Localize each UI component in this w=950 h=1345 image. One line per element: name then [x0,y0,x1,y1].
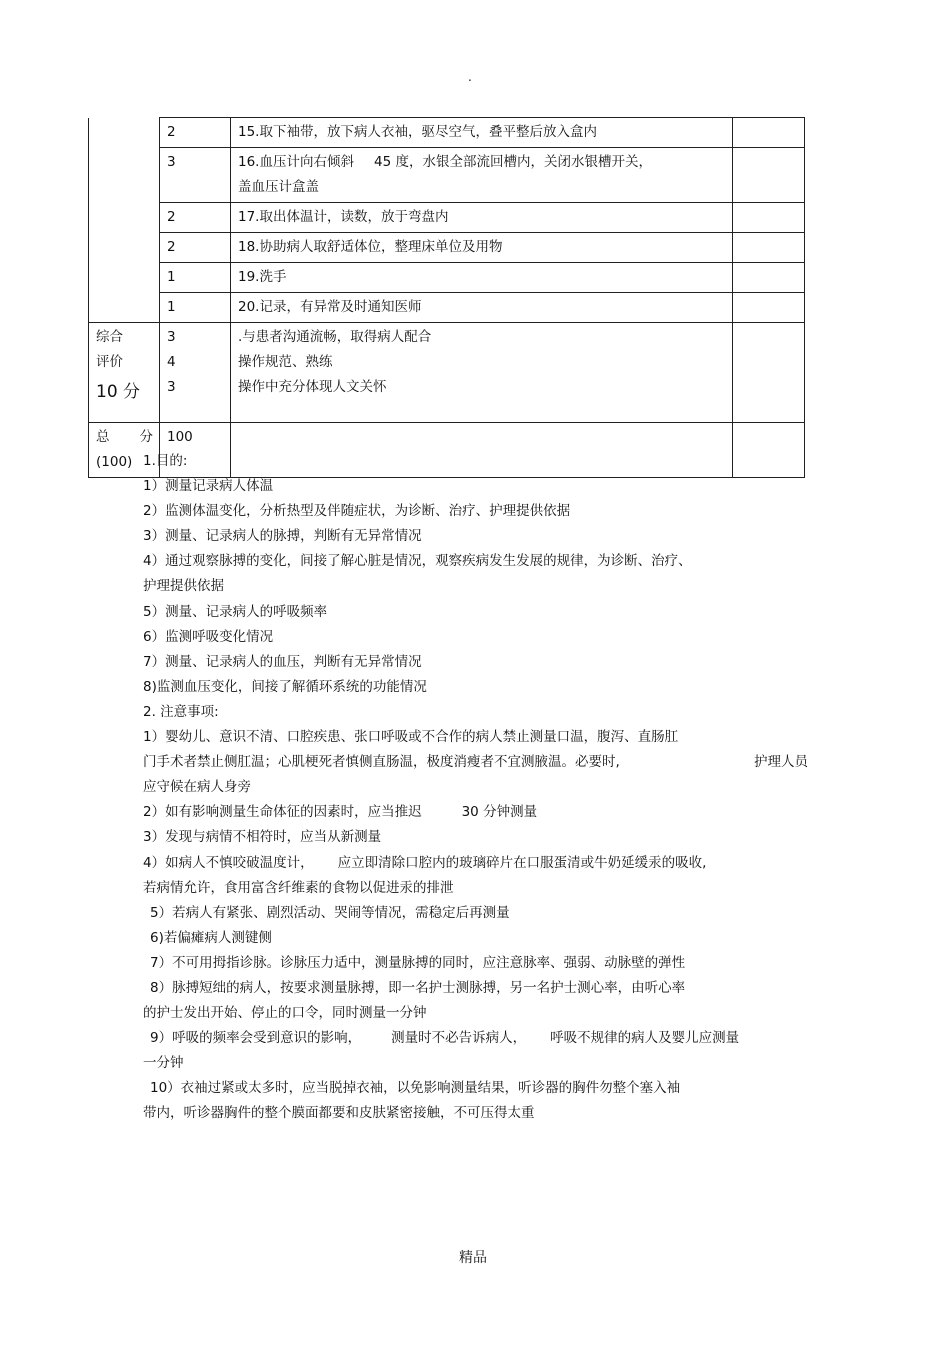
deduction-cell [733,293,805,323]
total-label: 总 [96,429,110,445]
score-cell: 3 [160,148,231,203]
total-label: 分 [139,429,153,445]
caution-text: 护理人员 [754,754,808,771]
item-cell [231,148,733,203]
caution-item: 一分钟 [143,1055,184,1072]
caution-text: 应立即清除口腔内的玻璃碎片在口服蛋清或牛奶延缓汞的吸收, [337,854,707,871]
evaluation-label: 综合 [96,329,123,345]
item-cell: 17.取出体温计，读数，放于弯盘内 [231,203,733,233]
scoring-table [88,117,805,478]
eval-score: 3 [167,379,176,395]
purpose-item: 2）监测体温变化，分析热型及伴随症状，为诊断、治疗、护理提供依据 [143,503,571,520]
deduction-cell [733,203,805,233]
eval-item: .与患者沟通流畅，取得病人配合 [238,329,432,345]
caution-item: 应守候在病人身旁 [143,779,251,796]
purpose-item: 4）通过观察脉搏的变化，间接了解心脏是情况，观察疾病发生发展的规律，为诊断、治疗、 [143,553,692,570]
purpose-item: 6）监测呼吸变化情况 [143,628,274,645]
deduction-cell [733,323,805,423]
item-cell: 18.协助病人取舒适体位，整理床单位及用物 [231,233,733,263]
item-text: 45 度，水银全部流回槽内，关闭水银槽开关， [373,154,652,170]
header-mark: . [468,70,472,84]
table-row [89,118,805,148]
caution-text: 呼吸不规律的病人及婴儿应测量 [550,1030,740,1047]
caution-item: 3）发现与病情不相符时，应当从新测量 [143,829,382,846]
score-cell: 2 [160,233,231,263]
item-cell: 20.记录，有异常及时通知医师 [231,293,733,323]
caution-item: 6)若偏瘫病人测键侧 [150,929,272,946]
purpose-item: 护理提供依据 [143,578,224,595]
evaluation-label-cell [89,323,160,423]
caution-item [143,851,808,876]
item-cell [231,323,733,423]
table-row-evaluation [89,323,805,423]
caution-item: 若病情允许，食用富含纤维素的食物以促进汞的排泄 [143,879,454,896]
eval-item: 操作规范、熟练 [238,354,333,370]
section-title: 1.目的: [143,453,188,469]
eval-item: 操作中充分体现人文关怀 [238,379,387,395]
score-cell: 2 [160,118,231,148]
deduction-cell [733,233,805,263]
caution-text: 2）如有影响测量生命体征的因素时，应当推迟 [143,804,422,821]
caution-item [143,1026,808,1051]
caution-item: 8）脉搏短绌的病人，按要求测量脉搏，即一名护士测脉搏，另一名护士测心率，由听心率 [150,979,686,996]
evaluation-label: 评价 [96,354,123,370]
item-text: 16.血压计向右倾斜 [238,154,354,170]
caution-text: 30 分钟测量 [461,804,538,821]
score-cell: 1 [160,293,231,323]
eval-score: 3 [167,329,176,345]
notes-section [143,449,808,1127]
item-text: 盖血压计盒盖 [238,179,319,195]
table-row [89,148,805,203]
caution-item: 10）衣袖过紧或太多时，应当脱掉衣袖，以免影响测量结果，听诊器的胸件勿整个塞入袖 [150,1080,681,1097]
score-cell: 1 [160,263,231,293]
purpose-item: 1）测量记录病人体温 [143,478,274,495]
purpose-item: 5）测量、记录病人的呼吸频率 [143,603,328,620]
table-row [89,203,805,233]
evaluation-points: 10 分 [96,382,141,402]
purpose-item: 8)监测血压变化，间接了解循环系统的功能情况 [143,678,427,695]
deduction-cell [733,263,805,293]
caution-item: 7）不可用拇指诊脉。诊脉压力适中，测量脉搏的同时，应注意脉率、强弱、动脉壁的弹性 [150,954,686,971]
score-cell: 2 [160,203,231,233]
caution-item [143,800,808,825]
caution-item: 5）若病人有紧张、剧烈活动、哭闹等情况，需稳定后再测量 [150,904,510,921]
caution-item: 带内，听诊器胸件的整个膜面都要和皮肤紧密接触，不可压得太重 [143,1105,535,1122]
total-label: (100) [96,454,133,470]
item-cell: 19.洗手 [231,263,733,293]
table-row [89,263,805,293]
deduction-cell [733,148,805,203]
eval-score: 4 [167,354,176,370]
table-row [89,293,805,323]
caution-text: 9）呼吸的频率会受到意识的影响， [150,1030,362,1047]
caution-text: 门手术者禁止侧肛温；心肌梗死者慎侧直肠温，极度消瘦者不宜测腋温。必要时, [143,754,620,771]
total-score-cell: 100 [160,423,231,478]
purpose-item: 7）测量、记录病人的血压，判断有无异常情况 [143,653,422,670]
item-cell: 15.取下袖带，放下病人衣袖，驱尽空气，叠平整后放入盒内 [231,118,733,148]
category-cell [89,118,160,323]
page-footer: 精品 [459,1250,487,1266]
purpose-item: 3）测量、记录病人的脉搏，判断有无异常情况 [143,528,422,545]
deduction-cell [733,118,805,148]
caution-item: 的护士发出开始、停止的口令，同时测量一分钟 [143,1005,427,1022]
caution-text: 测量时不必告诉病人， [391,1030,527,1047]
caution-item [143,750,808,775]
table-row [89,233,805,263]
caution-text: 4）如病人不慎咬破温度计， [143,854,314,871]
score-cell [160,323,231,423]
section-title: 2. 注意事项: [143,703,219,720]
caution-item: 1）婴幼儿、意识不清、口腔疾患、张口呼吸或不合作的病人禁止测量口温，腹泻、直肠肛 [143,729,679,746]
